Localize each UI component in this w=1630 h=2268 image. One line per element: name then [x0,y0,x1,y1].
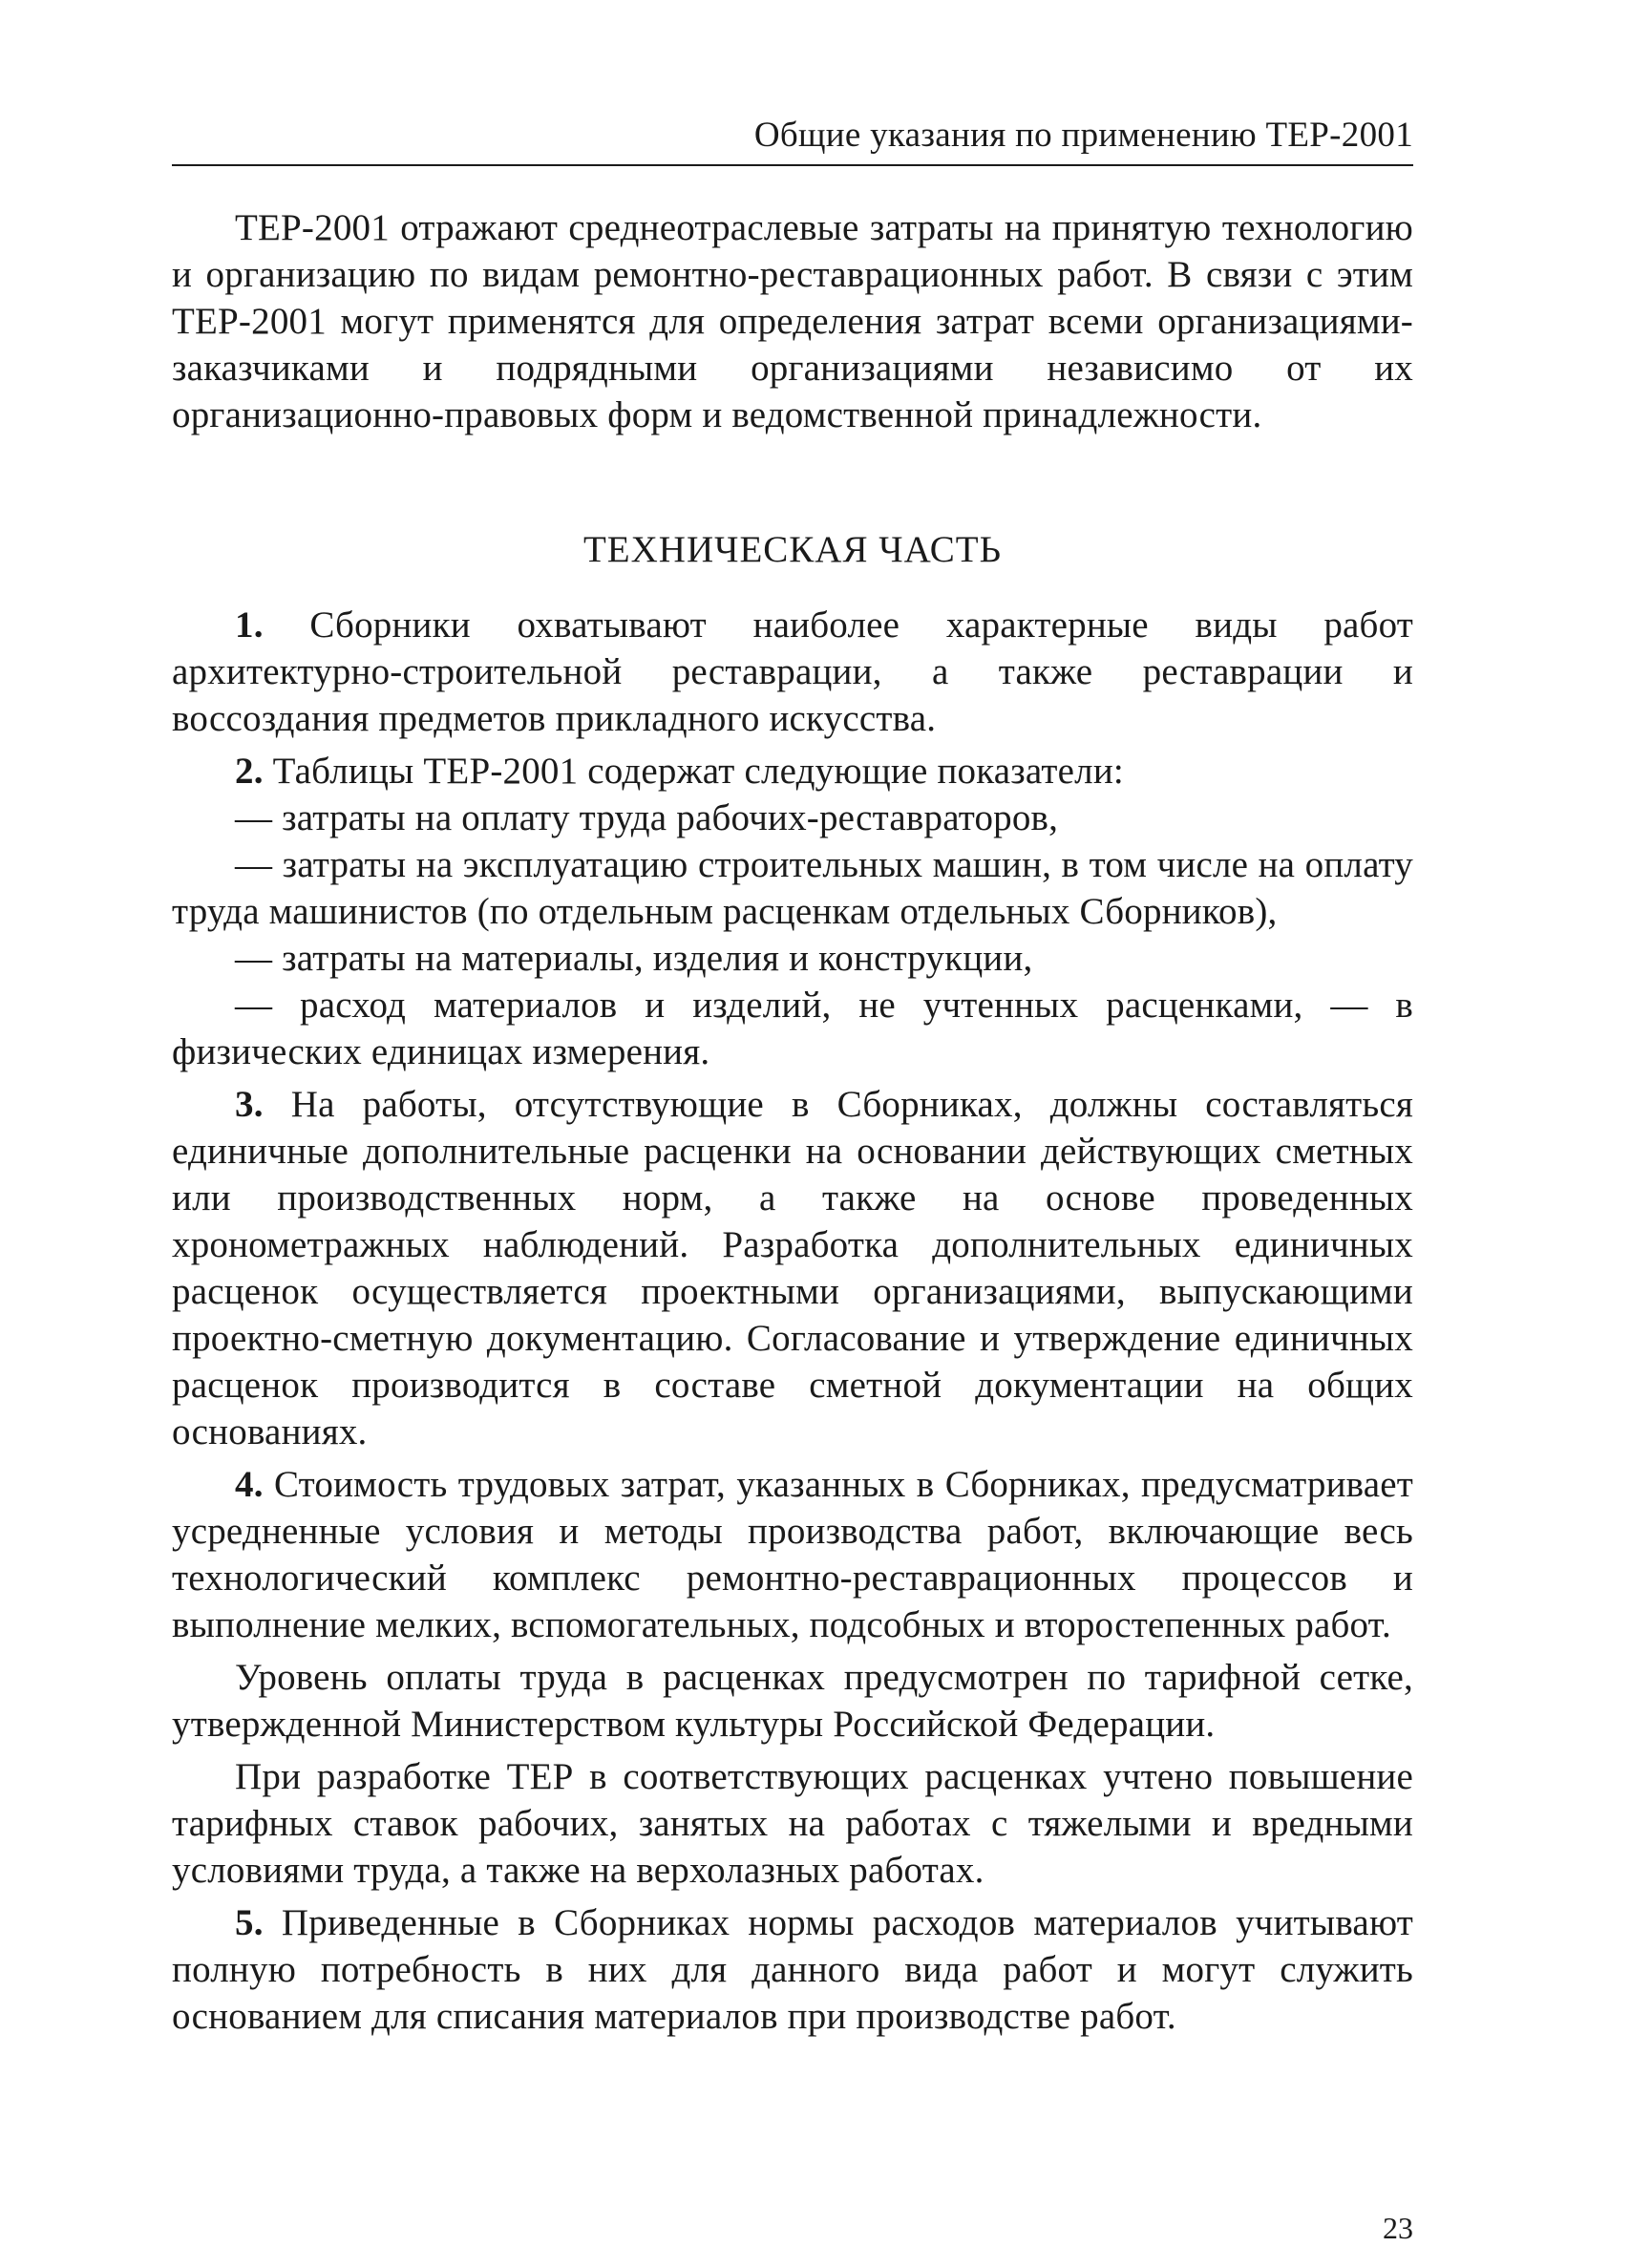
item-number: 4. [235,1464,264,1505]
item-number: 1. [235,604,264,646]
item-3 [172,1081,1413,1455]
item-number: 5. [235,1902,264,1943]
document-page [172,115,1414,2245]
item-text: Сборники охватывают наиболее характерные виды работ архитектурно-строительной реставрации, а также реставрации и воссоздания предметов прикладного искусства. [172,604,1414,739]
item-2 [172,748,1413,795]
item-text: Приведенные в Сборниках нормы расходов материалов учитывают полную потребность в них для данного вида работ и могут служить основанием для списания материалов при производстве работ. [172,1902,1414,2037]
item-text: На работы, отсутствующие в Сборниках, должны составляться единичные дополнительные расценки на основании действующих сметных или производственных норм, а также на основе проведенных хронометражных наблюдений. Разработка дополнительных единичных расценок осуществляется проектными организациями, выпускающими проектно-сметную документацию. Согласование и утверждение единичных расценок производится в составе сметной документации на общих основаниях. [172,1084,1413,1452]
body-text [172,204,1413,2040]
item-number: 3. [235,1084,264,1125]
intro-paragraph: ТЕР-2001 отражают среднеотраслевые затраты на принятую технологию и организацию по видам ремонтно-реставрационных работ. В связи с этим ТЕР-2001 могут применятся для определения затрат всеми организациями-заказчиками и подрядными организациями независимо от их организационно-правовых форм и ведомственной принадлежности. [172,207,1413,435]
indicator-4: — расход материалов и изделий, не учтенных расценками, — в физических единицах измерения. [172,985,1413,1072]
indicator-2: — затраты на эксплуатацию строительных машин, в том числе на оплату труда машинистов (по отдельным расценкам отдельных Сборников), [172,844,1413,932]
wage-paragraph: Уровень оплаты труда в расценках предусмотрен по тарифной сетке, утвержденной Министерством культуры Российской Федерации. [172,1657,1413,1745]
indicator-3: — затраты на материалы, изделия и конструкции, [235,938,1033,979]
item-text: Стоимость трудовых затрат, указанных в Сборниках, предусматривает усредненные условия и методы производства работ, включающие весь технологический комплекс ремонтно-реставрационных процессов и выполнение мелких, вспомогательных, подсобных и второстепенных работ. [172,1464,1414,1645]
section-title: ТЕХНИЧЕСКАЯ ЧАСТЬ [582,529,1003,570]
item-4 [172,1461,1413,1648]
item-1 [172,602,1413,742]
item-number: 2. [235,751,264,792]
item-5 [172,1899,1413,2040]
header-rule [172,164,1413,166]
running-header: Общие указания по применению ТЕР-2001 [753,116,1413,155]
item-text: Таблицы ТЕР-2001 содержат следующие показатели: [272,751,1124,792]
indicator-1: — затраты на оплату труда рабочих-реставраторов, [235,797,1059,838]
tariff-paragraph: При разработке ТЕР в соответствующих расценках учтено повышение тарифных ставок рабочих, занятых на работах с тяжелыми и вредными условиями труда, а также на верхолазных работах. [172,1756,1413,1891]
page-number: 23 [1383,2211,1413,2245]
